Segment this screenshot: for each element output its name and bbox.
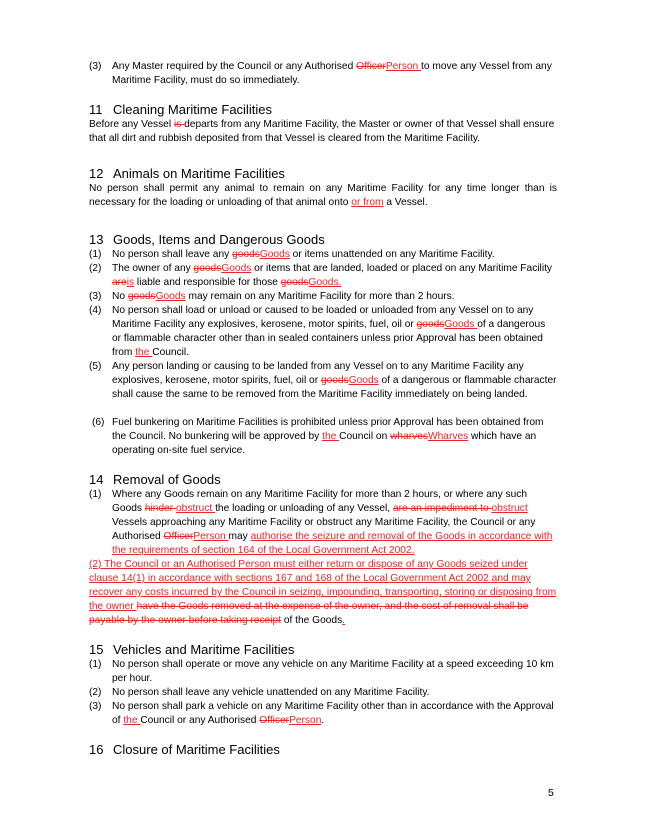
- deleted-text: goods: [193, 263, 222, 274]
- text: No person shall leave any vehicle unattended on any Maritime Facility.: [112, 687, 430, 698]
- text: No person shall operate or move any vehicle on any Maritime Facility at a speed exceeding 10 km per hour.: [112, 659, 554, 684]
- text: the loading or unloading of any Vessel,: [215, 503, 393, 514]
- item-number: (4): [89, 305, 102, 316]
- inserted-text: Wharves: [428, 431, 469, 442]
- text: The owner of any: [112, 263, 194, 274]
- text: Any person landing or causing to be landed from any Vessel on to any Maritime Facility any explosives, kerosene, motor spirits, fuel, oil or: [112, 361, 524, 386]
- item-number: (3): [89, 701, 102, 712]
- inserted-text: Goods: [444, 319, 478, 330]
- inserted-text: Goods: [155, 291, 186, 302]
- page-number: 5: [548, 787, 554, 799]
- text: Where any Goods remain on any Maritime Facility for more than 2 hours, or where any such Goods: [112, 489, 528, 514]
- deleted-text: Officer: [259, 715, 290, 726]
- text: of a dangerous or flammable character other than in sealed containers unless prior Approval has been obtained from: [112, 319, 546, 358]
- inserted-text: .: [342, 615, 346, 626]
- heading-number: 12: [89, 166, 104, 181]
- heading-14: [89, 472, 221, 488]
- deleted-text: Officer: [356, 61, 386, 72]
- text: liable and responsible for those: [134, 277, 281, 288]
- text: Council on: [339, 431, 391, 442]
- heading-title: Closure of Maritime Facilities: [113, 742, 280, 757]
- clause-13-2: [89, 262, 557, 290]
- clause-15-1: [89, 658, 557, 686]
- deleted-text: goods: [320, 375, 349, 386]
- text: departs from any Maritime Facility, the Master or owner of that Vessel shall ensure that all dirt and rubbish deposited from that Vessel is cleared from the Maritime Facility.: [89, 119, 555, 144]
- clause-13-5: [89, 360, 557, 402]
- inserted-text: the: [123, 715, 141, 726]
- inserted-text: authorise the seizure and removal of the Goods in accordance with the requirements of section 164 of the Local Government Act 2002.: [112, 531, 553, 556]
- text: to move any Vessel from any Maritime Facility, must do so immediately.: [112, 61, 552, 86]
- text: of a dangerous or flammable character shall cause the same to be removed from the Maritime Facility immediately on being landed.: [112, 375, 557, 400]
- deleted-text: goods: [127, 291, 156, 302]
- heading-15: [89, 642, 294, 658]
- deleted-text: is: [173, 119, 185, 130]
- text: or items unattended on any Maritime Facility.: [289, 249, 495, 260]
- deleted-text: wharves: [390, 431, 429, 442]
- heading-number: 14: [89, 472, 104, 487]
- text: No person shall load or unload or caused to be loaded or unloaded from any Vessel on to any Maritime Facility any explosives, kerosene, motor spirits, fuel, oil or: [112, 305, 534, 330]
- clause-15-2: [89, 686, 557, 700]
- clause-10-3: [89, 60, 557, 88]
- inserted-text: is: [126, 277, 135, 288]
- text: Council or any Authorised: [140, 715, 260, 726]
- inserted-text: the: [135, 347, 153, 358]
- text: Vessels approaching any Maritime Facility or obstruct any Maritime Facility, the Council or any Authorised: [112, 517, 536, 542]
- item-number: (6): [92, 417, 105, 428]
- heading-13: [89, 232, 325, 248]
- text: No person shall permit any animal to remain on any Maritime Facility for any time longer than is necessary for the loading or unloading of that animal onto: [89, 183, 557, 208]
- inserted-text: Goods: [308, 277, 339, 288]
- inserted-text: Goods: [221, 263, 252, 274]
- clause-14-1: [89, 488, 557, 558]
- inserted-text: Person: [385, 61, 421, 72]
- heading-12: [89, 166, 285, 182]
- heading-number: 16: [89, 742, 104, 757]
- section-11-paragraph: [89, 118, 557, 146]
- inserted-text: or from: [351, 197, 384, 208]
- deleted-text: goods: [280, 277, 309, 288]
- text: Any Master required by the Council or any Authorised: [112, 61, 357, 72]
- text: may remain on any Maritime Facility for more than 2 hours.: [185, 291, 455, 302]
- text: Council.: [152, 347, 190, 358]
- clause-13-1: [89, 248, 557, 262]
- heading-11: [89, 102, 272, 118]
- heading-number: 11: [89, 102, 103, 117]
- item-number: (3): [89, 61, 102, 72]
- text: which have an operating on-site fuel service.: [112, 431, 537, 456]
- text: may: [228, 531, 251, 542]
- deleted-text: goods: [416, 319, 445, 330]
- text: No person shall park a vehicle on any Maritime Facility other than in accordance with the Approval of: [112, 701, 554, 726]
- inserted-text: Goods: [259, 249, 290, 260]
- item-number: (1): [89, 249, 102, 260]
- inserted-text: the: [322, 431, 340, 442]
- inserted-text: Person: [193, 531, 229, 542]
- text: .: [321, 715, 325, 726]
- section-12-paragraph: [89, 182, 557, 210]
- heading-number: 15: [89, 642, 104, 657]
- item-number: (1): [89, 489, 102, 500]
- item-number: (2): [89, 687, 102, 698]
- heading-number: 13: [89, 232, 104, 247]
- deleted-text: hinder: [144, 503, 177, 514]
- heading-16: [89, 742, 280, 758]
- item-number: (5): [89, 361, 102, 372]
- text: a Vessel.: [383, 197, 428, 208]
- heading-title: Vehicles and Maritime Facilities: [113, 642, 295, 657]
- item-number: (1): [89, 659, 102, 670]
- deleted-text: are an impediment to: [392, 503, 492, 514]
- text: Fuel bunkering on Maritime Facilities is prohibited unless prior Approval has been obtained from the Council. No bunkering will be approved by: [112, 417, 544, 442]
- text: No person shall leave any: [112, 249, 233, 260]
- clause-14-2: [89, 558, 557, 628]
- deleted-text: have the Goods removed at the expense of the owner, and the cost of removal shall be payable by the owner before taking receipt: [89, 601, 529, 626]
- heading-title: Cleaning Maritime Facilities: [113, 102, 272, 117]
- item-number: (3): [89, 291, 102, 302]
- text: or items that are landed, loaded or placed on any Maritime Facility: [251, 263, 553, 274]
- inserted-text: obstruct: [176, 503, 216, 514]
- text: of the Goods: [281, 615, 343, 626]
- text: No: [112, 291, 128, 302]
- item-number: (2): [89, 263, 102, 274]
- inserted-text: Person: [289, 715, 322, 726]
- deleted-text: are: [112, 277, 127, 288]
- deleted-text: goods: [232, 249, 260, 260]
- heading-title: Goods, Items and Dangerous Goods: [113, 232, 325, 247]
- inserted-text: obstruct: [491, 503, 528, 514]
- text: Before any Vessel: [89, 119, 174, 130]
- heading-title: Removal of Goods: [113, 472, 221, 487]
- inserted-text: (2) The Council or an Authorised Person must either return or dispose of any Goods seized under clause 14(1) in accordance with sections 167 and 168 of the Local Government Act 2002 and may recover any costs incurred by the Council in seizing, impounding, transporting, storing or disposing from the owner: [89, 559, 557, 612]
- clause-13-6: [89, 416, 557, 458]
- clause-15-3: [89, 700, 557, 728]
- inserted-text: .: [338, 277, 342, 288]
- clause-13-4: [89, 304, 557, 360]
- clause-13-3: [89, 290, 557, 304]
- deleted-text: Officer: [163, 531, 194, 542]
- inserted-text: Goods: [348, 375, 379, 386]
- heading-title: Animals on Maritime Facilities: [113, 166, 285, 181]
